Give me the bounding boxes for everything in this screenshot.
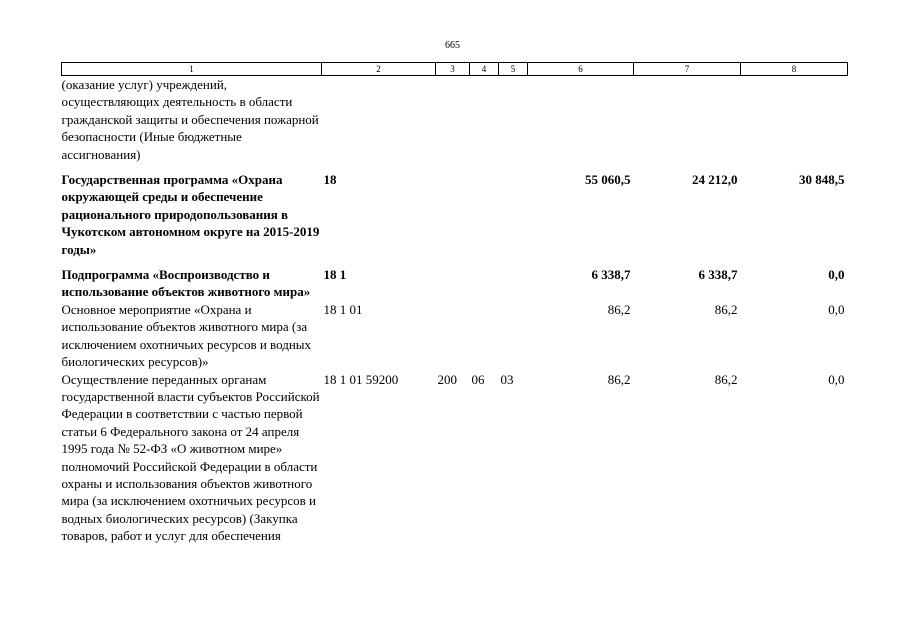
header-col-6: 6 (528, 63, 634, 76)
row-value-7: 24 212,0 (692, 172, 738, 188)
row-value-6 (528, 76, 634, 172)
header-col-7: 7 (634, 63, 741, 76)
row-code: 18 (323, 172, 337, 188)
row-col4 (470, 171, 499, 266)
table-row (62, 301, 848, 371)
table-row (62, 171, 848, 266)
table-row (62, 76, 848, 172)
column-number-header (62, 63, 848, 76)
row-value-8: 0,0 (828, 267, 845, 283)
row-value-8: 30 848,5 (799, 172, 845, 188)
page-number: 665 (445, 40, 460, 51)
row-col4 (470, 301, 499, 371)
header-col-3: 3 (436, 63, 470, 76)
row-value-6: 55 060,5 (585, 172, 631, 188)
row-value-7: 86,2 (714, 371, 738, 387)
row-col5 (499, 171, 528, 266)
table-row (62, 266, 848, 301)
row-col5 (499, 266, 528, 301)
row-col5 (499, 76, 528, 172)
row-col4: 06 (471, 371, 485, 387)
row-value-8 (741, 76, 848, 172)
row-value-8: 0,0 (828, 301, 845, 317)
header-col-1: 1 (62, 63, 322, 76)
row-code (322, 76, 436, 172)
row-name: (оказание услуг) учреждений, осуществляющих деятельность в области гражданской защиты и обеспечения пожарной безопасности (Иные бюджетные ассигнования) (61, 77, 319, 162)
row-name: Государственная программа «Охрана окружающей среды и обеспечение рационального природопользования в Чукотском автономном округе на 2015-2019 годы» (61, 172, 320, 257)
row-value-6: 86,2 (607, 371, 631, 387)
header-col-2: 2 (322, 63, 436, 76)
row-value-7 (634, 76, 741, 172)
row-value-8: 0,0 (828, 371, 845, 387)
table-row (62, 371, 848, 545)
row-col3: 200 (437, 371, 457, 387)
row-col3 (436, 301, 470, 371)
row-code: 18 1 01 59200 (323, 371, 399, 387)
row-name: Осуществление переданных органам государственной власти субъектов Российской Федерации в соответствии с частью первой статьи 6 Федерального закона от 24 апреля 1995 года № 52-ФЗ «О животном мире» полномочий Российской Федерации в области охраны и использования объектов животного мира (за исключением охотничьих ресурсов и водных биологических ресурсов) (Закупка товаров, работ и услуг для обеспечения (61, 371, 320, 544)
row-value-6: 6 338,7 (591, 267, 631, 283)
row-code: 18 1 01 (323, 301, 363, 317)
row-col4 (470, 76, 499, 172)
row-name: Подпрограмма «Воспроизводство и использование объектов животного мира» (61, 267, 311, 300)
row-value-6: 86,2 (607, 301, 631, 317)
row-col5: 03 (500, 371, 514, 387)
header-col-4: 4 (470, 63, 499, 76)
row-name: Основное мероприятие «Охрана и использование объектов животного мира (за исключением охотничьих ресурсов и водных биологических ресурсов)» (61, 301, 312, 370)
header-col-5: 5 (499, 63, 528, 76)
budget-table (61, 62, 848, 545)
row-col5 (499, 301, 528, 371)
header-col-8: 8 (741, 63, 848, 76)
row-value-7: 86,2 (714, 301, 738, 317)
row-col3 (436, 266, 470, 301)
row-code: 18 1 (323, 267, 347, 283)
row-col3 (436, 171, 470, 266)
row-col3 (436, 76, 470, 172)
row-value-7: 6 338,7 (698, 267, 738, 283)
row-col4 (470, 266, 499, 301)
